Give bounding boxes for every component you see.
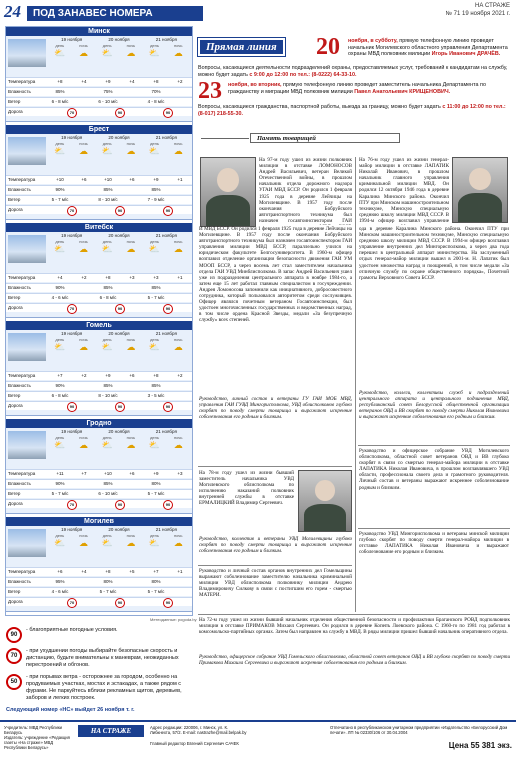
speed-sign-icon: 90 — [115, 206, 125, 216]
speed-sign-icon: 70 — [67, 304, 77, 314]
weather-row: Влажность 95% 80% 80% — [6, 577, 192, 586]
sun-cloud-icon: ⛅ — [54, 146, 66, 156]
forecast-dates: 19 ноября 20 ноября 21 ноября — [61, 527, 177, 532]
speed-sign-icon: 90 — [67, 402, 77, 412]
divider — [358, 528, 510, 529]
speed-sign-icon: 70 — [67, 598, 77, 608]
cloud-icon: ☁ — [173, 48, 183, 58]
weather-city-1 — [6, 125, 192, 220]
weather-row: Дорога 70 90 90 — [6, 107, 192, 116]
weather-row: Ветер 6 - 8 м/с 8 - 10 м/с 3 - 5 м/с — [6, 391, 192, 400]
hotline-date-2: 23 — [198, 78, 222, 104]
sun-cloud-icon: ⛅ — [148, 48, 161, 58]
road-legend — [6, 627, 192, 714]
cloud-icon: ☁ — [126, 440, 136, 450]
day-night-labels: день ночь день ночь день ночь — [55, 337, 183, 342]
cloud-icon: ☁ — [126, 146, 136, 156]
hotline-text-1: ноября, в субботу, прямую телефонную линию проведет начальник Могилевского областного управления Департамента охраны МВД полковник милиции Игорь Иванович ДРАЧЁВ. — [348, 38, 508, 58]
sun-cloud-icon: ⛅ — [148, 146, 161, 156]
issue-info — [446, 2, 510, 18]
newspaper-name: НА СТРАЖЕ — [475, 3, 510, 9]
weather-row: Температура +4 +2 +8 +3 +3 +1 — [6, 273, 192, 282]
hotline-section — [198, 34, 510, 130]
legend-text: - благоприятные погодные условия. — [26, 627, 118, 633]
cloud-icon: ☁ — [126, 538, 136, 548]
city-name: Витебск — [6, 223, 192, 232]
cloud-icon: ☁ — [79, 538, 88, 548]
obituary-ermalitsky-signature: Руководство, коллектив и ветераны УВД Могилевщины глубоко скорбят по поводу смерти товарища и выражают искренние соболезнования его родным и близким. — [199, 536, 352, 555]
cloud-icon: ☁ — [173, 538, 183, 548]
weather-row: Влажность 85% 75% 70% — [6, 87, 192, 96]
forecast-dates: 19 ноября 20 ноября 21 ноября — [61, 37, 177, 42]
obituary-primakov: На 72-м году ушел из жизни бывший начальник отделения общественной безопасности и профилактики Браганского РОВД подполковник милиции в отставке ПРИМАКОВ Михаил Сергеевич. Он родился в деревне Копепъ Лоевского района. С 1960-го по 1981 год работал в комсомольско-партийных органах. Затем был направлен на службу в МВД. В ряды милиции пришел бывший начальник оперативного отдела. — [199, 617, 510, 636]
cloud-icon: ☁ — [79, 440, 88, 450]
weather-icons — [48, 146, 190, 157]
weather-city-5 — [6, 517, 192, 612]
cloud-icon: ☁ — [79, 146, 88, 156]
speed-sign-icon: 90 — [115, 402, 125, 412]
city-photo — [8, 137, 46, 165]
sun-cloud-icon: ⛅ — [148, 342, 161, 352]
legend-item — [6, 648, 192, 669]
speed-sign-icon: 70 — [67, 206, 77, 216]
weather-row: Температура +10 +6 +10 +6 +9 +1 — [6, 175, 192, 184]
weather-row: Влажность 90% 85% 85% — [6, 185, 192, 194]
speed-sign-icon: 90 — [115, 500, 125, 510]
speed-sign-icon: 90 — [115, 598, 125, 608]
print-info: Отпечатано в республиканском унитарном предприятии «Издательство «Белорусский Дом печати». ЛП № 02330/106 от 30.04.2004 Цена 55 381 экз. — [330, 725, 512, 750]
sun-cloud-icon: ⛅ — [101, 146, 113, 156]
column-divider — [355, 157, 356, 612]
weather-row: Влажность 90% 85% 85% — [6, 283, 192, 292]
weather-forecast — [5, 26, 193, 616]
obituary-lapatik: На 76-м году ушел из жизни генерал-майор милиции в отставке ЛАПАТИК Николай Иванович, в прошлом начальник главного управления криминальной милиции МВД. Он родился 12 октября 1946 года в деревне Каралина Минского района. Окончил ПТУ при Минском машиностроительном техникуме, Минскую специальную среднюю школу милиции МВД СССР. В 1994-м офицер возглавил управление — [359, 157, 449, 224]
weather-row: Дорога 70 90 90 — [6, 499, 192, 508]
city-photo — [8, 39, 46, 67]
weather-row: Температура +8 +4 +9 +4 +8 +2 — [6, 77, 192, 86]
legend-text: - при ухудшении погоды выбирайте безопасные скорость и дистанцию, будьте внимательны к маневрам, неожиданных перестроений и обгонов. — [26, 648, 179, 668]
section-title: ПОД ЗАНАВЕС НОМЕРА — [27, 6, 203, 21]
next-issue-note: Следующий номер «НС» выйдет 26 ноября т. г. — [6, 707, 135, 713]
city-photo — [8, 333, 46, 361]
portrait-lapatik — [452, 157, 508, 223]
divider — [198, 466, 352, 467]
day-night-labels: день ночь день ночь день ночь — [55, 43, 183, 48]
weather-city-0 — [6, 27, 192, 122]
cloud-icon: ☁ — [173, 146, 183, 156]
speed-sign-icon: 90 — [6, 627, 22, 643]
weather-icons — [48, 48, 190, 59]
speed-sign-icon: 90 — [163, 500, 173, 510]
day-night-labels: день ночь день ночь день ночь — [55, 141, 183, 146]
sun-cloud-icon: ⛅ — [54, 342, 66, 352]
forecast-dates: 19 ноября 20 ноября 21 ноября — [61, 331, 177, 336]
weather-row: Ветер 5 - 7 м/с 8 - 10 м/с 7 - 9 м/с — [6, 195, 192, 204]
speed-sign-icon: 70 — [6, 648, 22, 664]
forecast-dates: 19 ноября 20 ноября 21 ноября — [61, 233, 177, 238]
speed-sign-icon: 70 — [67, 108, 77, 118]
sun-cloud-icon: ⛅ — [54, 48, 66, 58]
obituary-ermalitsky: На 78-м году ушел из жизни бывший заместитель начальника УВД Могилевского облисполкома по исполнению наказаний полковник внутренней службы в отставке ЕРМАЛИЦКИЙ Владимир Сергеевич. — [199, 470, 294, 507]
weather-row: Влажность 90% 85% 85% — [6, 381, 192, 390]
memory-title: Память товарищей — [250, 133, 400, 143]
city-name: Брест — [6, 125, 192, 134]
hotline-questions-2: Вопросы, касающиеся гражданства, паспортной работы, выезда за границу, можно будет задать с 11:00 до 12:00 по тел.: (8-017) 218-55-30. — [198, 104, 506, 117]
day-night-labels: день ночь день ночь день ночь — [55, 239, 183, 244]
legend-text: - при порывах ветра - осторожнее за городом, особенно на продуваемых участках, мостах и эстакадах, а также рядом с фурами. Не паркуйтесь вблизи рекламных щитов, деревьев, заборов и легких построек. — [26, 674, 182, 701]
weather-row: Дорога 90 90 90 — [6, 401, 192, 410]
cloud-icon: ☁ — [126, 48, 136, 58]
sun-cloud-icon: ⛅ — [101, 244, 113, 254]
newspaper-logo: НА СТРАЖЕ — [78, 725, 144, 737]
sun-cloud-icon: ⛅ — [148, 538, 161, 548]
speed-sign-icon: 70 — [67, 500, 77, 510]
weather-row: Дорога 70 90 90 — [6, 303, 192, 312]
obituary-lapatik-continued: ода в деревне Каралина Минского района. Окончил ПТУ при Минском машиностроительном техникуме, Минскую специальную среднюю школу милиции МВД СССР. В 1994-м офицер возглавил управление внутренних дел Мингорисполкома, а через два года перешел в центральный аппарат министерства. На заслуженный отдых генерал-майор милиции вышел в 2001-м. Н. Лапатик был удостоен множества наград и поощрений, в том числе медали «За отличную службу по охране общественного порядка», Почетной грамоты Верховного Совета БССР. — [359, 226, 509, 281]
speed-sign-icon: 90 — [163, 598, 173, 608]
legend-item — [6, 674, 192, 702]
weather-row: Температура +7 +2 +9 +6 +8 +2 — [6, 371, 192, 380]
divider — [198, 565, 352, 566]
day-night-labels: день ночь день ночь день ночь — [55, 435, 183, 440]
weather-icons — [48, 342, 190, 353]
condolence-mogilev-uvd: Руководство и офицерское собрание УВД Могилевского облисполкома, областной совет ветеранов ОВД и ВВ глубоко скорбят в связи со смертью генерал-майора милиции в отставке ЛАПАТИКА Николая Ивановича, в прошлом возглавлявшего УВД области, профессионала своего дела и грамотного руководителя. Личный состав и ветераны выражают искреннее соболезнование родным и близким. — [359, 448, 509, 491]
weather-row: Ветер 5 - 7 м/с 6 - 10 м/с 5 - 7 м/с — [6, 489, 192, 498]
forecast-dates: 19 ноября 20 ноября 21 ноября — [61, 135, 177, 140]
condolence-minsk-uvd: Руководство УВД Мингорисполкома и ветераны минской милиции глубоко скорбят по поводу смерти генерал-майора милиции в отставке ЛАПАТИКА Николая Ивановича и выражают соболезнование его родным и близким. — [359, 531, 509, 556]
divider — [358, 445, 510, 446]
weather-city-4 — [6, 419, 192, 514]
city-name: Могилев — [6, 517, 192, 526]
page-number: 24 — [4, 2, 21, 21]
weather-row: Температура +6 +4 +8 +5 +7 +1 — [6, 567, 192, 576]
hotline-questions-1: Вопросы, касающиеся деятельности подразделений охраны, предоставляемых услуг, требований к кандидатам на службу, можно будет задать с 9:00 до 12:00 по тел.: (8-0222) 64-33-10. — [198, 65, 508, 78]
sun-cloud-icon: ⛅ — [54, 244, 66, 254]
city-name: Минск — [6, 27, 192, 36]
weather-city-3 — [6, 321, 192, 416]
speed-sign-icon: 90 — [163, 206, 173, 216]
weather-city-2 — [6, 223, 192, 318]
city-photo — [8, 235, 46, 263]
issue-number: № 71 19 ноября 2021 г. — [445, 11, 510, 17]
weather-row: Ветер 6 - 8 м/с 6 - 10 м/с 4 - 8 м/с — [6, 97, 192, 106]
weather-row: Дорога 70 90 90 — [6, 205, 192, 214]
day-night-labels: день ночь день ночь день ночь — [55, 533, 183, 538]
cloud-icon: ☁ — [173, 342, 183, 352]
sun-cloud-icon: ⛅ — [54, 440, 66, 450]
hotline-title: Прямая линия — [198, 38, 285, 56]
speed-sign-icon: 90 — [163, 304, 173, 314]
speed-sign-icon: 90 — [163, 108, 173, 118]
cloud-icon: ☁ — [79, 244, 88, 254]
speed-sign-icon: 90 — [163, 402, 173, 412]
address-info: Адрес редакции: 220006, г. Минск, ул. К. Либкнехта, 57/2. E-mail: nastrazhe@mail.belpak.by Главный редактор Евгений Сергеевич САЧЕК — [150, 725, 247, 746]
obituary-lomonosov-signature: Руководство, личный состав и ветераны ГУ ГАИ МОБ МВД, управления ГАИ ГУВД Мингорисполкома, УВД облисполкомов глубоко скорбят по поводу смерти товарища и выражают искренние соболезнования его родным и близким. — [199, 396, 352, 421]
divider — [198, 614, 510, 615]
weather-row: Температура +11 +7 +10 +6 +9 +3 — [6, 469, 192, 478]
sun-cloud-icon: ⛅ — [148, 440, 161, 450]
cloud-icon: ☁ — [79, 48, 88, 58]
obituary-lapatik-signature: Руководство, коллеги, коллективы служб и подразделений центрального аппарата и центрального подчинения МВД, республиканский совет Белорусской общественной организации ветеранов ОВД и ВВ скорбят по поводу смерти Николая Ивановича и выражают искренние соболезнования его родным и близким. — [359, 390, 509, 421]
cloud-icon: ☁ — [126, 244, 136, 254]
hotline-date-1: 20 — [316, 34, 340, 60]
imprint-footer — [0, 720, 516, 768]
city-name: Гродно — [6, 419, 192, 428]
condolence-silkov: Руководство и личный состав органов внутренних дел Гомельщины выражают соболезнование заместителю начальника криминальной милиции УВД облисполкома полковнику милиции Андрею Владимировичу Силкову в связи с постигшим его горем - смертью МАТЕРИ. — [199, 568, 352, 599]
sun-cloud-icon: ⛅ — [54, 538, 66, 548]
weather-icons — [48, 538, 190, 549]
speed-sign-icon: 50 — [6, 674, 22, 690]
legend-item — [6, 627, 192, 643]
sun-cloud-icon: ⛅ — [148, 244, 161, 254]
cloud-icon: ☁ — [126, 342, 136, 352]
weather-row: Ветер 4 - 6 м/с 5 - 7 м/с 5 - 7 м/с — [6, 587, 192, 596]
weather-icons — [48, 244, 190, 255]
city-photo — [8, 431, 46, 459]
cloud-icon: ☁ — [173, 244, 183, 254]
sun-cloud-icon: ⛅ — [101, 342, 113, 352]
sun-cloud-icon: ⛅ — [101, 538, 113, 548]
forecast-dates: 19 ноября 20 ноября 21 ноября — [61, 429, 177, 434]
weather-row: Ветер 4 - 6 м/с 6 - 8 м/с 5 - 7 м/с — [6, 293, 192, 302]
sun-cloud-icon: ⛅ — [101, 440, 113, 450]
speed-sign-icon: 90 — [115, 304, 125, 314]
portrait-ermalitsky — [298, 470, 352, 532]
obituary-primakov-signature: Руководство, офицерское собрание УВД Гомельского облисполкома, областной совет ветеранов ОВД и ВВ глубоко скорбят по поводу смерти Примакова Михаила Сергеевича и выражают искренние соболезнования его родным и близким. — [199, 654, 510, 667]
city-name: Гомель — [6, 321, 192, 330]
founder-info: Учредитель: МВД Республики Беларусь Издатель: учреждение «Редакция газеты «На страже» МВД Республики Беларусь» — [4, 725, 70, 750]
cloud-icon: ☁ — [79, 342, 88, 352]
weather-source: Метеоданные: pogoda.by — [150, 617, 197, 622]
obituary-lomonosov: И МВД БССР. Он родился 1 февраля 1925 года в деревне Лейчицы на Могилевщине. В 1957 году после окончания Бобруйского автотранспортного техникума был назначен госавтоинспектором ГАИ управления милиции МВД БССР, параллельно учился на юридическом факультете Белгосуниверситета. В 1960-м офицер возглавил отделение организации безопасности движения ГАИ УМ МООП БССР, а через восемь лет стал заместителем начальника отдела ГАИ УВД Минблисполкома. В запас Андрей Васильевич ушел уже из подразделения центрального аппарата в ноябре 1984-го, а затем еще 15 лет работал главным специалистом в госучреждении. Андрея Ломоносова запомнили как инициативного, добросовестного сотрудника, который пользовался авторитетом среди сослуживцев. Офицер являлся почетным ветераном Госавтоинспекции, был удостоен многочисленных государственных и ведомственных наград, в том числе ордена Красной Звезды, медали «За безупречную службу» всех степеней. — [199, 226, 352, 324]
weather-icons — [48, 440, 190, 451]
weather-row: Влажность 90% 85% 80% — [6, 479, 192, 488]
weather-row: Дорога 70 90 90 — [6, 597, 192, 606]
speed-sign-icon: 90 — [115, 108, 125, 118]
portrait-lomonosov — [200, 157, 256, 227]
city-photo — [8, 529, 46, 557]
hotline-text-2: ноября, во вторник, прямую телефонную линию проведет заместитель начальника Департамента по гражданству и миграции МВД полковник милиции Павел Анатольевич КРИЩЕНОВИЧ. — [228, 82, 486, 95]
sun-cloud-icon: ⛅ — [101, 48, 113, 58]
cloud-icon: ☁ — [173, 440, 183, 450]
obituary-lomonosov-head: На 97-м году ушел из жизни полковник милиции в отставке ЛОМОНОСОВ Андрей Васильевич, ветеран Великой Отечественной войны, в прошлом начальник отдела дорожного надзора УГАИ МВД БССР. Он родился 1 февраля 1925 года в деревне Лейчицы на Могилевщине. В 1957 году после окончания Бобруйского автотранспортного техникума был назначен госавтоинспектором ГАИ — [259, 157, 352, 224]
